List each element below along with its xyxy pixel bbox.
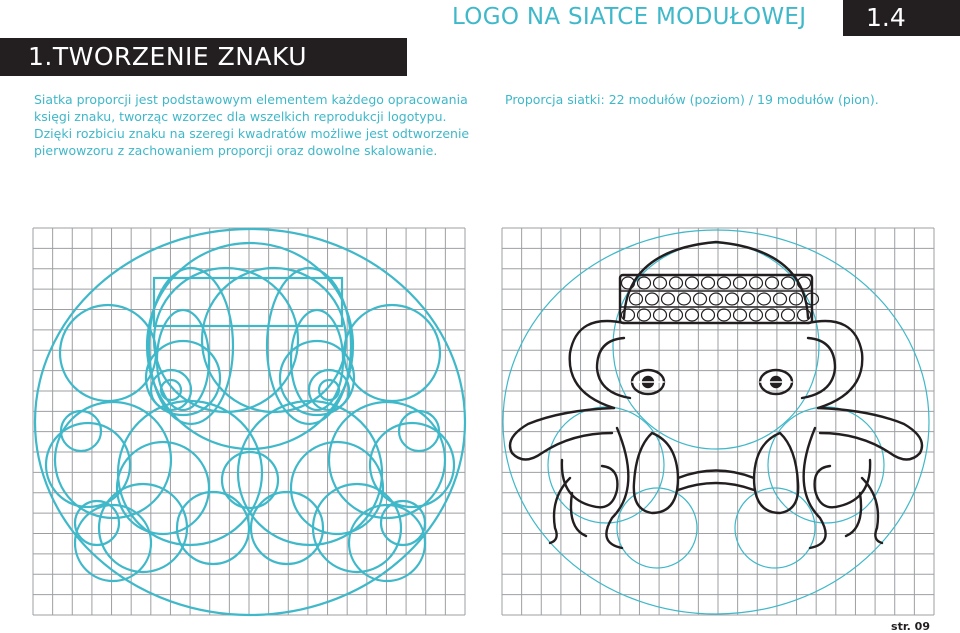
section-number: 1.4 — [866, 3, 906, 32]
headband-cell — [630, 293, 643, 305]
headband-cell — [750, 309, 763, 321]
headband-cell — [670, 277, 683, 289]
headband-cells — [622, 277, 819, 321]
headband-cell — [670, 309, 683, 321]
octopus-logo — [510, 242, 922, 548]
headband-cell — [774, 293, 787, 305]
headband-cell — [654, 309, 667, 321]
headband-cell — [654, 277, 667, 289]
headband-cell — [750, 277, 763, 289]
headband-cell — [678, 293, 691, 305]
description-text: Siatka proporcji jest podstawowym elementem każdego opracowania księgi znaku, tworząc wzorzec dla wszelkich reprodukcji logotypu. Dzięki rozbiciu znaku na szeregi kwadratów możliwe jest odtworzenie pierwowzoru z zachowaniem proporcji oraz dowolne skalowanie. — [34, 92, 470, 158]
headband-cell — [702, 309, 715, 321]
headband-cell — [662, 293, 675, 305]
headband-cell — [726, 293, 739, 305]
eye-right — [760, 370, 792, 394]
logo-on-grid-figure — [502, 228, 934, 615]
headband-cell — [710, 293, 723, 305]
proportion-text: Proporcja siatki: 22 modułów (poziom) / 19 modułów (pion). — [505, 92, 879, 107]
headband-cell — [718, 309, 731, 321]
construction-circles — [35, 229, 465, 615]
headband — [620, 275, 812, 323]
headband-cell — [646, 293, 659, 305]
page-heading: LOGO NA SIATCE MODUŁOWEJ — [452, 4, 807, 30]
headband-cell — [686, 309, 699, 321]
headband-cell — [782, 309, 795, 321]
headband-cell — [702, 277, 715, 289]
headband-cell — [790, 293, 803, 305]
headband-cell — [782, 277, 795, 289]
headband-cell — [758, 293, 771, 305]
headband-cell — [718, 277, 731, 289]
eye-left — [632, 370, 664, 394]
headband-cell — [686, 277, 699, 289]
construction-circles-figure — [33, 228, 465, 615]
headband-cell — [734, 309, 747, 321]
section-title: 1.TWORZENIE ZNAKU — [28, 42, 308, 71]
headband-cell — [694, 293, 707, 305]
headband-cell — [734, 277, 747, 289]
page-number: str. 09 — [891, 620, 930, 633]
logo-guide-circles — [503, 230, 929, 614]
headband-cell — [742, 293, 755, 305]
